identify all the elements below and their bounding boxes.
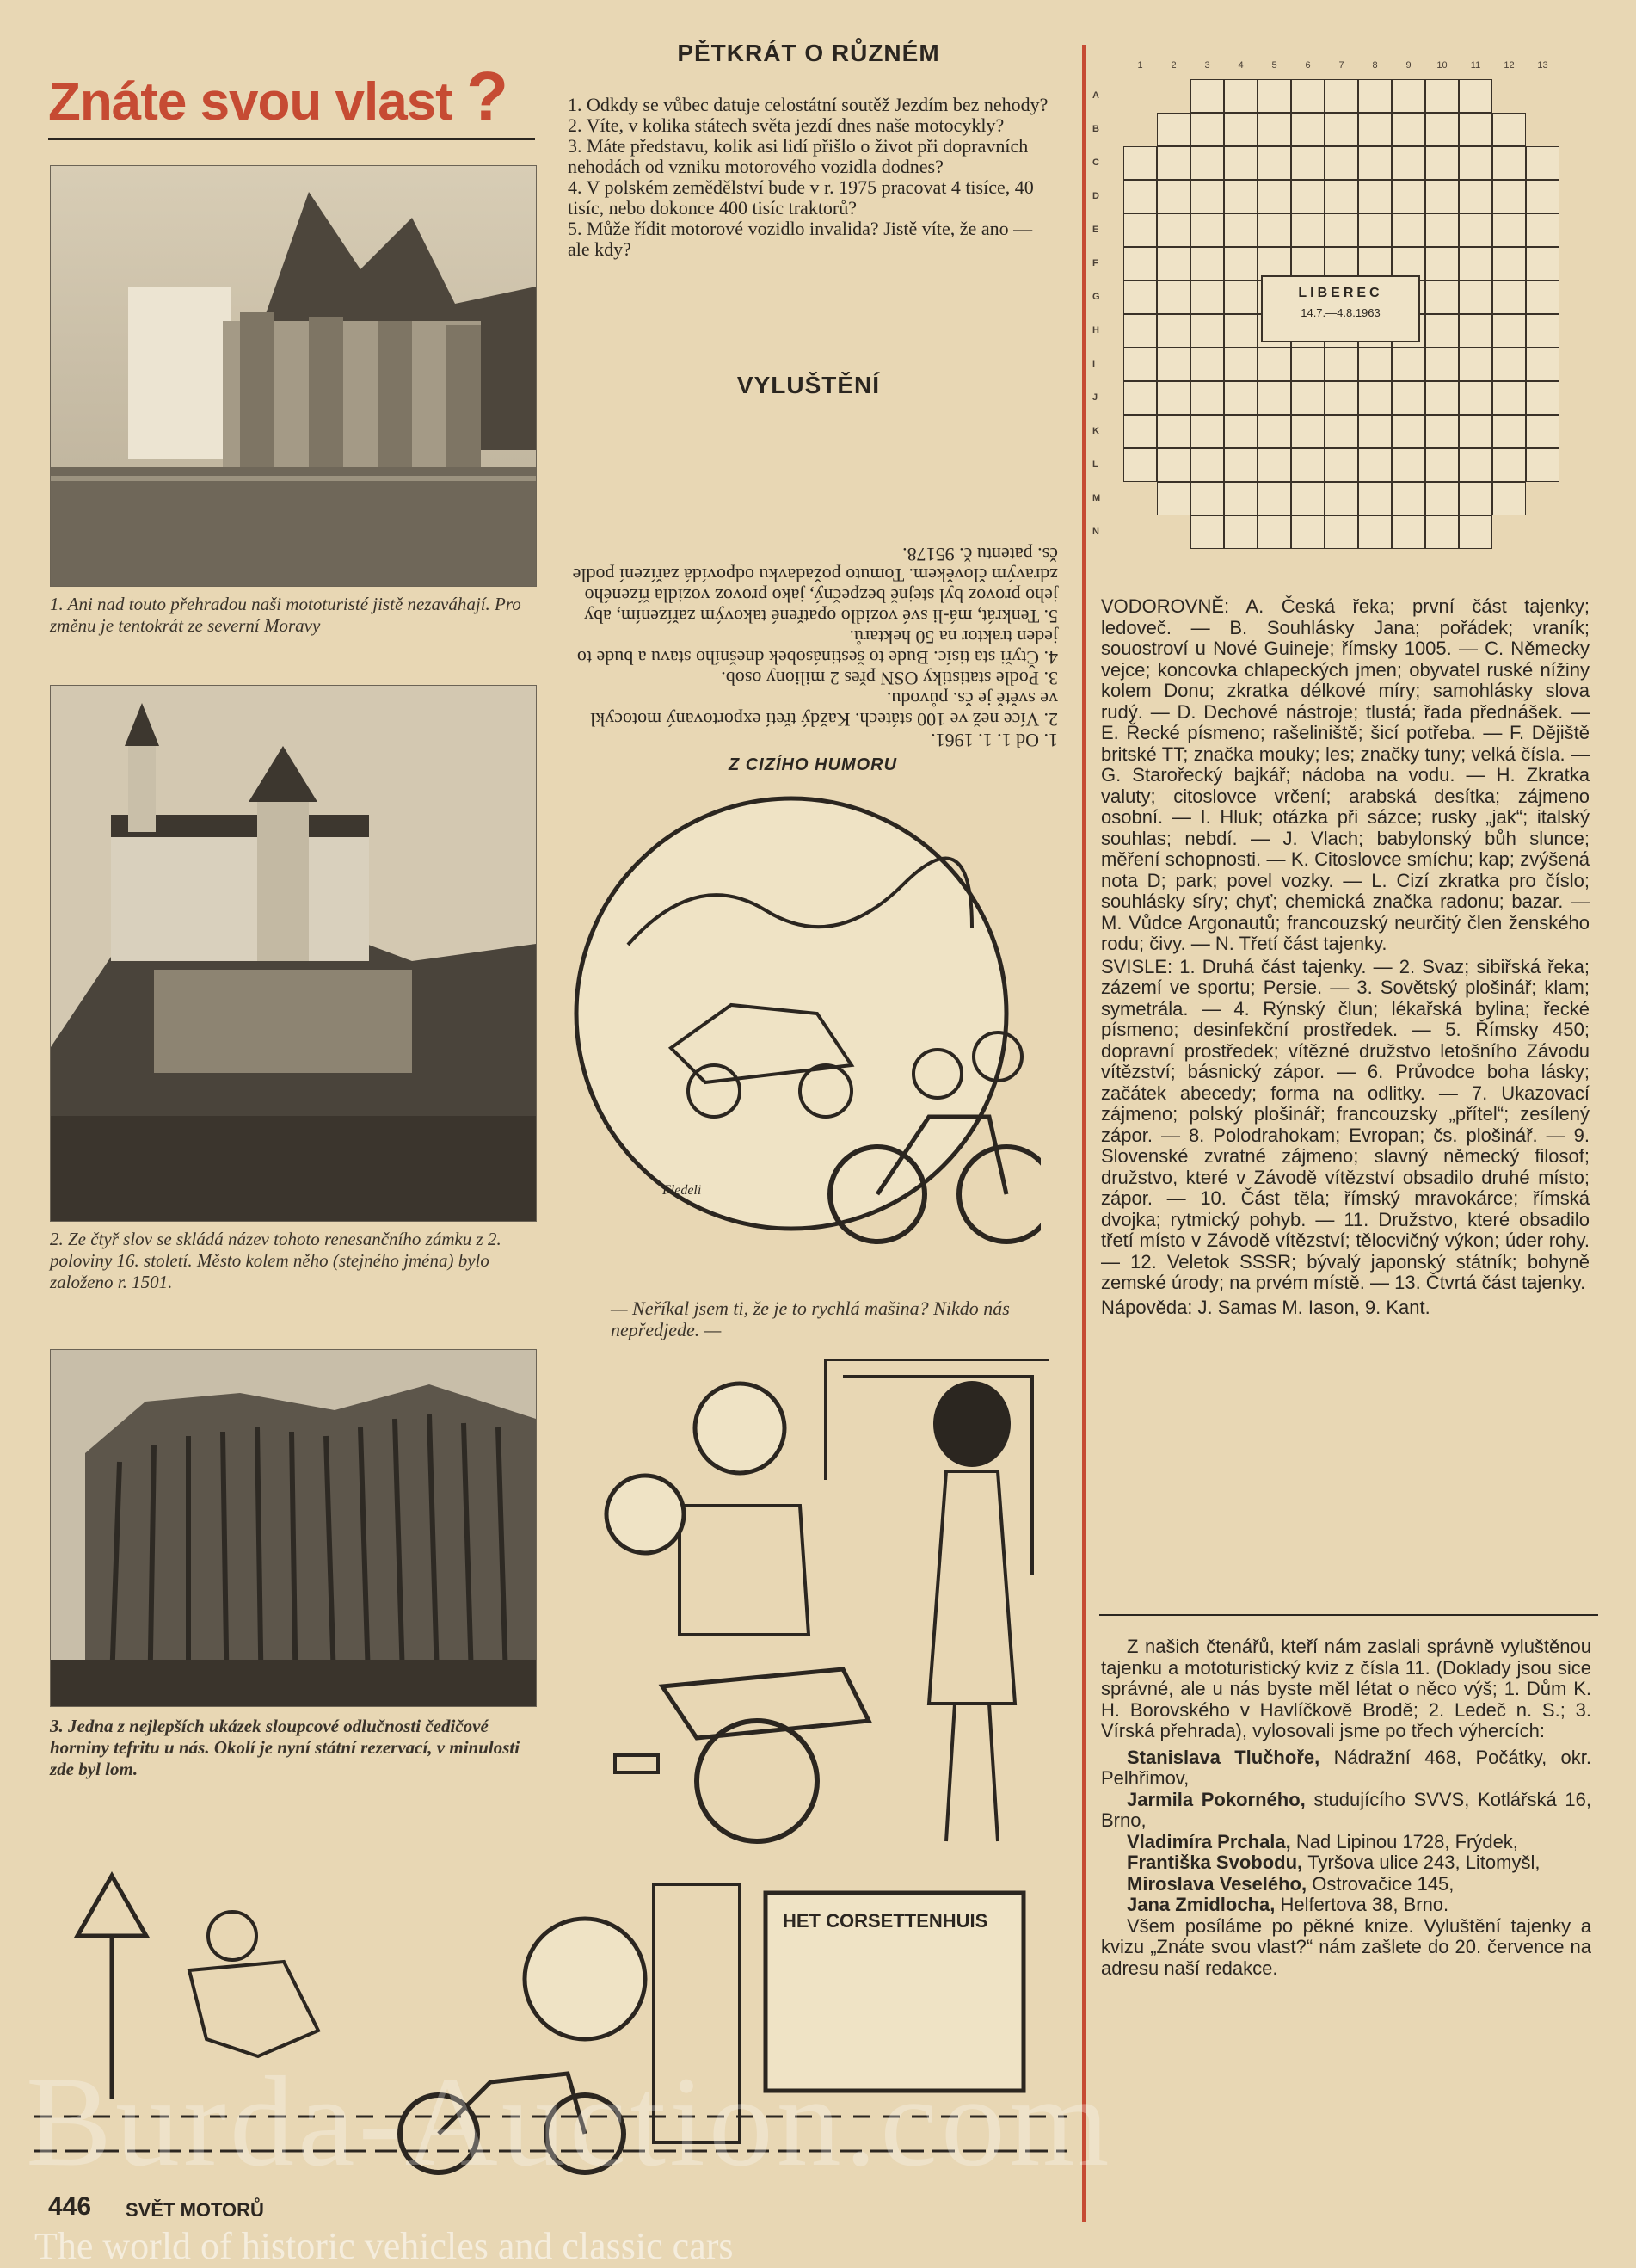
- quiz-solution: 4. Čtyři sta tisíc. Bude to šestinásobek dnešního stavu a bude to jeden traktor na 50 hektarů.: [576, 626, 1058, 669]
- photo-basalt: [50, 1349, 537, 1707]
- crossword-cell[interactable]: [1526, 247, 1559, 280]
- crossword-cell[interactable]: [1492, 113, 1526, 146]
- crossword-cell[interactable]: [1224, 415, 1258, 448]
- winner-address: studujícího SVVS, Kotlářská 16, Brno,: [1101, 1788, 1591, 1831]
- crossword-cell[interactable]: [1526, 381, 1559, 415]
- crossword-cell[interactable]: [1459, 213, 1492, 247]
- crossword-cell[interactable]: [1325, 381, 1358, 415]
- clues-down-text: 1. Druhá část tajenky. — 2. Svaz; sibiřská řeka; zázemí ve sportu; Persie. — 3. Sovětský plošinář; klam; symetrála. — 4. Rýnský člun; lékařská bylina; řecké písmeno; desinfekční prostředek. — 5. Římsky 450; dopravní prostředek; vítězné družstvo letošního Závodu vítězství; básnický zápor. — 6. Průvodce boha lásky; začátek abecedy; forma na odlitky. — 7. Ukazovací zájmeno; polský plošinář; francouzsky „přítel“; zesílený zápor. — 8. Polodrahokam; Evropan; čs. plošinář. — 9. Slovenské zvratné zájmeno; slavný německý filosof; družstvo, které v Závodě vítězství obsadilo druhé místo; zápor. — 10. Část těla; římský mravokárce; římská dvojka; rytmický pohyb. — 11. Družstvo, které obsadilo třetí místo v Závodě vítězství; tělocvičný výkon; úder rohy. — 12. Veletok SSSR; bývalý japonský státník; bohyně zemské úrody; na prvém místě. — 13. Čtvrtá část tajenky.: [1101, 955, 1590, 1293]
- quiz-solution: 5. Tenkrát, má-li své vozidlo opatřené takovým zařízením, aby jeho provoz byl stejně bezpečný, jako provoz vozidla řízeného zdravým člověkem. Tomuto požadavku odpovídá zařízení podle čs. patentu č. 95178.: [572, 544, 1058, 627]
- crossword-cell[interactable]: [1157, 381, 1190, 415]
- crossword-cell[interactable]: [1492, 213, 1526, 247]
- crossword-center-box: [1261, 275, 1420, 342]
- crossword-cell[interactable]: [1492, 515, 1526, 549]
- crossword-cell[interactable]: [1190, 448, 1224, 482]
- crossword-cell[interactable]: [1258, 381, 1291, 415]
- crossword-cell[interactable]: [1459, 113, 1492, 146]
- crossword-row-letter: D: [1092, 191, 1099, 201]
- clues-across-title: VODOROVNĚ:: [1101, 595, 1230, 617]
- crossword-cell[interactable]: [1190, 280, 1224, 314]
- photo-caption-3: 3. Jedna z nejlepších ukázek sloupcové odlučnosti čedičové horniny tefritu u nás. Okolí je nyní státní rezervací, v minulosti zde byl lom.: [50, 1716, 520, 1779]
- page-number: 446: [48, 2192, 92, 2221]
- crossword-cell[interactable]: [1123, 213, 1157, 247]
- crossword-cell[interactable]: [1459, 348, 1492, 381]
- crossword-row-letter: I: [1092, 359, 1096, 369]
- crossword-cell[interactable]: [1358, 146, 1392, 180]
- crossword-cell[interactable]: [1325, 515, 1358, 549]
- crossword-cell[interactable]: [1224, 79, 1258, 113]
- crossword-cell[interactable]: [1526, 348, 1559, 381]
- crossword-cell[interactable]: [1123, 314, 1157, 348]
- winners-intro: Z našich čtenářů, kteří nám zaslali správně vyluštěnou tajenku a mototuristický kviz z čísla 11. (Doklady jsou sice správné, ale u nás byste měl létat o něco výš; 1. Dům K. H. Borovského v Havlíčkově Brodě; 2. Ledeč n. S.; 3. Vírská přehrada), vylosovali jsme po třech výhercích:: [1101, 1636, 1591, 1741]
- crossword-cell[interactable]: [1157, 180, 1190, 213]
- crossword-cell[interactable]: [1492, 314, 1526, 348]
- crossword-cell[interactable]: [1392, 448, 1425, 482]
- crossword-cell[interactable]: [1224, 213, 1258, 247]
- crossword-cell[interactable]: [1526, 146, 1559, 180]
- winner-name: Miroslava Veselého,: [1127, 1872, 1313, 1895]
- crossword-cell[interactable]: [1492, 448, 1526, 482]
- crossword-cell[interactable]: [1425, 79, 1459, 113]
- crossword-column-numbers: [1123, 60, 1559, 72]
- crossword-cell[interactable]: [1425, 415, 1459, 448]
- crossword-cell[interactable]: [1291, 448, 1325, 482]
- winner-name: Jarmila Pokorného,: [1127, 1788, 1314, 1810]
- crossword-cell[interactable]: [1358, 415, 1392, 448]
- crossword-cell[interactable]: [1392, 515, 1425, 549]
- solution-heading: VYLUŠTĚNÍ: [736, 372, 881, 398]
- crossword-cell[interactable]: [1425, 348, 1459, 381]
- winner-entry: [1101, 1747, 1591, 1790]
- crossword-row-letter: F: [1092, 258, 1098, 268]
- crossword-cell[interactable]: [1190, 79, 1224, 113]
- crossword-cell[interactable]: [1224, 482, 1258, 515]
- crossword-cell[interactable]: [1392, 79, 1425, 113]
- crossword-cell[interactable]: [1526, 213, 1559, 247]
- cartoon-signature: Fledeli: [662, 1183, 702, 1198]
- crossword-cell[interactable]: [1224, 314, 1258, 348]
- watermark-site: Burda-Auction.com: [26, 2050, 1113, 2193]
- crossword-row-letter: M: [1092, 493, 1101, 503]
- crossword-cell[interactable]: [1190, 381, 1224, 415]
- crossword-row-letter: C: [1092, 157, 1099, 168]
- winners-section: [1101, 1636, 1591, 1979]
- crossword-cell[interactable]: [1325, 482, 1358, 515]
- quiz-question: 3. Máte představu, kolik asi lidí přišlo o život při dopravních nehodách od vzniku motorového vozidla dodnes?: [568, 135, 1029, 177]
- crossword-column-number: 12: [1504, 60, 1515, 71]
- crossword-cell[interactable]: [1459, 515, 1492, 549]
- crossword-cell[interactable]: [1190, 348, 1224, 381]
- winners-outro: Všem posíláme po pěkné knize. Vyluštění tajenky a kvizu „Znáte svou vlast?“ nám zašlete do 20. července na adresu naší redakce.: [1101, 1914, 1591, 1979]
- crossword-cell[interactable]: [1123, 79, 1157, 113]
- crossword-cell[interactable]: [1291, 146, 1325, 180]
- crossword-cell[interactable]: [1123, 247, 1157, 280]
- crossword-cell[interactable]: [1190, 213, 1224, 247]
- quiz-question: 2. Víte, v kolika státech světa jezdí dnes naše motocykly?: [568, 114, 1005, 136]
- crossword-cell[interactable]: [1157, 213, 1190, 247]
- crossword-cell[interactable]: [1358, 381, 1392, 415]
- crossword-cell[interactable]: [1459, 146, 1492, 180]
- crossword-cell[interactable]: [1224, 146, 1258, 180]
- crossword-row-letter: H: [1092, 325, 1099, 336]
- crossword-cell[interactable]: [1258, 79, 1291, 113]
- crossword-cell[interactable]: [1459, 314, 1492, 348]
- photo-caption-2: 2. Ze čtyř slov se skládá název tohoto renesančního zámku z 2. poloviny 16. století. Město kolem něho (stejného jména) bylo založeno r. 1501.: [50, 1229, 501, 1292]
- crossword-column-number: 3: [1204, 60, 1210, 71]
- basalt-illustration: [51, 1350, 536, 1706]
- red-winners-divider: [1099, 1614, 1598, 1616]
- winner-address: Tyršova ulice 243, Litomyšl,: [1307, 1852, 1541, 1873]
- winner-address: Nádražní 468, Počátky, okr. Pelhřimov,: [1101, 1746, 1592, 1789]
- crossword-cell[interactable]: [1325, 113, 1358, 146]
- crossword-center-label: LIBEREC: [1298, 286, 1383, 300]
- page-title-text: Znáte svou vlast: [48, 72, 452, 132]
- red-column-divider: [1082, 45, 1086, 2222]
- crossword-cell[interactable]: [1425, 113, 1459, 146]
- crossword-row-letter: B: [1092, 124, 1099, 134]
- crossword-cell[interactable]: [1459, 79, 1492, 113]
- crossword-cell[interactable]: [1190, 482, 1224, 515]
- crossword-cell[interactable]: [1392, 415, 1425, 448]
- crossword-cell[interactable]: [1492, 280, 1526, 314]
- crossword-cell[interactable]: [1425, 247, 1459, 280]
- crossword-cell[interactable]: [1358, 213, 1392, 247]
- humor-heading: Z CIZÍHO HUMORU: [728, 755, 898, 774]
- crossword-cell[interactable]: [1190, 247, 1224, 280]
- crossword-cell[interactable]: [1157, 348, 1190, 381]
- quiz-solution: 2. Více než ve 100 státech. Každý třetí exportovaný motocykl ve světě je čs. původu.: [590, 688, 1058, 730]
- crossword-cell[interactable]: [1459, 280, 1492, 314]
- crossword-column-number: 8: [1372, 60, 1378, 71]
- quiz-question: 4. V polském zemědělství bude v r. 1975 pracovat 4 tisíce, 40 tisíc, nebo dokonce 400 tisíc traktorů?: [568, 176, 1034, 219]
- crossword-cell[interactable]: [1291, 213, 1325, 247]
- crossword-cell[interactable]: [1224, 180, 1258, 213]
- crossword-cell[interactable]: [1358, 348, 1392, 381]
- quiz-question: 1. Odkdy se vůbec datuje celostátní soutěž Jezdím bez nehody?: [568, 94, 1049, 115]
- winner-entry: [1101, 1790, 1591, 1832]
- magazine-name: SVĚT MOTORŮ: [126, 2199, 264, 2221]
- crossword-cell[interactable]: [1224, 515, 1258, 549]
- crossword-cell[interactable]: [1358, 515, 1392, 549]
- crossword-cell[interactable]: [1392, 113, 1425, 146]
- crossword-cell[interactable]: [1492, 180, 1526, 213]
- crossword-cell[interactable]: [1157, 515, 1190, 549]
- quiz-solution: 1. Od 1. 1. 1961.: [931, 730, 1058, 751]
- crossword-cell[interactable]: [1258, 348, 1291, 381]
- crossword-cell[interactable]: [1358, 79, 1392, 113]
- crossword-cell[interactable]: [1358, 180, 1392, 213]
- crossword-cell[interactable]: [1392, 180, 1425, 213]
- crossword-cell[interactable]: [1325, 448, 1358, 482]
- crossword-cell[interactable]: [1291, 113, 1325, 146]
- crossword-cell[interactable]: [1325, 146, 1358, 180]
- crossword-cell[interactable]: [1258, 180, 1291, 213]
- crossword-cell[interactable]: [1291, 381, 1325, 415]
- crossword-cell[interactable]: [1459, 247, 1492, 280]
- crossword-cell[interactable]: [1258, 415, 1291, 448]
- crossword-cell[interactable]: [1258, 146, 1291, 180]
- crossword-cell[interactable]: [1425, 381, 1459, 415]
- crossword-cell[interactable]: [1157, 146, 1190, 180]
- crossword-cell[interactable]: [1157, 448, 1190, 482]
- crossword-cell[interactable]: [1190, 314, 1224, 348]
- winner-name: Jana Zmidlocha,: [1127, 1894, 1281, 1915]
- crossword-cell[interactable]: [1425, 314, 1459, 348]
- crossword-cell[interactable]: [1425, 180, 1459, 213]
- crossword-cell[interactable]: [1157, 247, 1190, 280]
- crossword-cell[interactable]: [1190, 180, 1224, 213]
- crossword-cell[interactable]: [1157, 482, 1190, 515]
- crossword-cell[interactable]: [1224, 247, 1258, 280]
- crossword-cell[interactable]: [1492, 348, 1526, 381]
- photo-castle: [50, 685, 537, 1222]
- crossword-cell[interactable]: [1492, 482, 1526, 515]
- winner-address: Ostrovačice 145,: [1312, 1872, 1455, 1895]
- photo-dam: [50, 165, 537, 587]
- crossword-cell[interactable]: [1325, 180, 1358, 213]
- crossword-cell[interactable]: [1526, 79, 1559, 113]
- winner-name: Františka Svobodu,: [1127, 1852, 1308, 1873]
- crossword-cell[interactable]: [1425, 448, 1459, 482]
- winner-name: Stanislava Tlučhoře,: [1127, 1746, 1334, 1768]
- crossword-cell[interactable]: [1459, 415, 1492, 448]
- title-underline: [48, 138, 535, 140]
- crossword-cell[interactable]: [1258, 113, 1291, 146]
- crossword-hint: Nápověda: J. Samas M. Iason, 9. Kant.: [1101, 1296, 1430, 1318]
- clues-across-text: A. Česká řeka; první část tajenky; ledoveč. — B. Souhlásky Jana; pořádek; vraník; souostroví u Nové Guineje; římsky 1005. — C. Německy vejce; koncovka chlapeckých jmen; obyvatel ruské nížiny kolem Donu; zkratka délkové míry; samohlásky slova rudý. — D. Dechové nástroje; tlustá; řada přednášek. — E. Řecké písmeno; rašeliniště; šicí potřeba. — F. Dějiště britské TT; značka mouky; les; značky tuny; velká čísla. — G. Starořecký bajkář; nádoba na vodu. — H. Zkratka valuty; citoslovce vrčení; arabská desítka; zájmeno osobní. — I. Hluk; otázka při sázce; rusky „jak“; italský souhlas; nebdí. — J. Vlach; babylonský bůh slunce; měření schopnosti. — K. Citoslovce smíchu; kap; zvýšená nota D; park; povel vozky. — L. Cizí zkratka pro číslo; souhlásky síry; chyť; chemická značka radonu; bazar. — M. Vůdce Argonautů; francouzský neurčitý člen ženského rodu; čivy. — N. Třetí část tajenky.: [1101, 595, 1590, 954]
- crossword-column-number: 2: [1171, 60, 1177, 71]
- quiz-solutions-upside-down: [568, 413, 1058, 750]
- crossword-cell[interactable]: [1291, 482, 1325, 515]
- crossword-row-letter: A: [1092, 90, 1099, 101]
- crossword-cell[interactable]: [1392, 348, 1425, 381]
- crossword-cell[interactable]: [1224, 448, 1258, 482]
- crossword-cell[interactable]: [1425, 482, 1459, 515]
- crossword-cell[interactable]: [1325, 79, 1358, 113]
- crossword-cell[interactable]: [1291, 415, 1325, 448]
- watermark-tagline: The world of historic vehicles and classic cars: [34, 2225, 734, 2267]
- crossword-cell[interactable]: [1526, 415, 1559, 448]
- dam-illustration: [51, 166, 536, 586]
- shop-sign: HET CORSETTENHUIS: [783, 1910, 988, 1932]
- crossword-cell[interactable]: [1157, 79, 1190, 113]
- crossword-column-number: 1: [1137, 60, 1143, 71]
- page-title: [48, 57, 507, 136]
- crossword-cell[interactable]: [1190, 515, 1224, 549]
- crossword-cell[interactable]: [1492, 79, 1526, 113]
- crossword-row-letter: K: [1092, 426, 1099, 436]
- crossword-cell[interactable]: [1358, 113, 1392, 146]
- clues-down-title: SVISLE:: [1101, 955, 1173, 977]
- crossword-cell[interactable]: [1123, 146, 1157, 180]
- crossword-cell[interactable]: [1157, 280, 1190, 314]
- crossword-cell[interactable]: [1224, 381, 1258, 415]
- winners-list: [1101, 1747, 1591, 1916]
- crossword-cell[interactable]: [1190, 415, 1224, 448]
- crossword-cell[interactable]: [1291, 79, 1325, 113]
- crossword-cell[interactable]: [1459, 448, 1492, 482]
- crossword-cell[interactable]: [1526, 180, 1559, 213]
- page-title-mark: ?: [466, 58, 507, 134]
- crossword-cell[interactable]: [1526, 280, 1559, 314]
- quiz-solution: 3. Podle statistiky OSN přes 2 miliony osob.: [721, 668, 1058, 689]
- crossword-column-number: 4: [1238, 60, 1244, 71]
- crossword-column-number: 11: [1470, 60, 1481, 71]
- crossword-cell[interactable]: [1392, 146, 1425, 180]
- winner-entry: [1101, 1852, 1591, 1874]
- crossword-cell[interactable]: [1291, 180, 1325, 213]
- crossword-cell[interactable]: [1123, 381, 1157, 415]
- winner-entry: [1101, 1832, 1591, 1853]
- crossword-cell[interactable]: [1258, 482, 1291, 515]
- crossword-cell[interactable]: [1291, 515, 1325, 549]
- crossword-row-letter: L: [1092, 459, 1098, 470]
- crossword-cell[interactable]: [1392, 482, 1425, 515]
- quiz-question: 5. Může řídit motorové vozidlo invalida? Jistě víte, že ano — ale kdy?: [568, 218, 1033, 260]
- crossword-cell[interactable]: [1224, 280, 1258, 314]
- castle-illustration: [51, 686, 536, 1221]
- winner-entry: [1101, 1895, 1591, 1916]
- photo-caption-1: 1. Ani nad touto přehradou naši mototuristé jistě nezaváhají. Pro změnu je tentokrát ze severní Moravy: [50, 594, 521, 636]
- crossword-cell[interactable]: [1190, 146, 1224, 180]
- crossword-column-number: 10: [1436, 60, 1448, 71]
- crossword-cell[interactable]: [1291, 348, 1325, 381]
- crossword-cell[interactable]: [1325, 213, 1358, 247]
- crossword-cell[interactable]: [1123, 180, 1157, 213]
- crossword-column-number: 5: [1271, 60, 1277, 71]
- crossword-cell[interactable]: [1358, 448, 1392, 482]
- cartoon-couple: [585, 1359, 1049, 1865]
- crossword-cell[interactable]: [1258, 448, 1291, 482]
- crossword-cell[interactable]: [1526, 448, 1559, 482]
- crossword-cell[interactable]: [1526, 113, 1559, 146]
- crossword-row-letter: E: [1092, 225, 1099, 235]
- crossword-cell[interactable]: [1425, 515, 1459, 549]
- quiz-questions: [568, 95, 1058, 260]
- crossword-cell[interactable]: [1459, 381, 1492, 415]
- crossword-row-letters: [1092, 79, 1110, 549]
- crossword-cell[interactable]: [1258, 515, 1291, 549]
- crossword-cell[interactable]: [1492, 381, 1526, 415]
- crossword-cell[interactable]: [1123, 415, 1157, 448]
- cartoon-round: [559, 790, 1041, 1289]
- crossword-cell[interactable]: [1526, 515, 1559, 549]
- winner-address: Nad Lipinou 1728, Frýdek,: [1295, 1830, 1518, 1852]
- crossword-cell[interactable]: [1224, 348, 1258, 381]
- crossword-cell[interactable]: [1425, 280, 1459, 314]
- crossword-cell[interactable]: [1157, 113, 1190, 146]
- crossword-cell[interactable]: [1123, 448, 1157, 482]
- crossword-cell[interactable]: [1325, 415, 1358, 448]
- crossword-cell[interactable]: [1123, 482, 1157, 515]
- crossword-cell[interactable]: [1526, 314, 1559, 348]
- crossword-cell[interactable]: [1492, 415, 1526, 448]
- cartoon-couple-illustration: [585, 1359, 1049, 1865]
- crossword-cell[interactable]: [1123, 280, 1157, 314]
- winner-name: Vladimíra Prchala,: [1127, 1830, 1296, 1852]
- crossword-column-number: 7: [1338, 60, 1344, 71]
- crossword-column-number: 13: [1537, 60, 1548, 71]
- humor-joke: — Neříkal jsem ti, že je to rychlá mašina? Nikdo nás nepředjede. —: [611, 1297, 1010, 1340]
- crossword-column-number: 9: [1405, 60, 1412, 71]
- crossword-row-letter: N: [1092, 527, 1099, 537]
- winner-address: Helfertova 38, Brno.: [1280, 1894, 1449, 1915]
- crossword-cell[interactable]: [1392, 213, 1425, 247]
- crossword-cell[interactable]: [1459, 482, 1492, 515]
- crossword-row-letter: J: [1092, 392, 1098, 403]
- crossword-row-letter: G: [1092, 292, 1100, 302]
- crossword-cell[interactable]: [1157, 415, 1190, 448]
- winner-entry: [1101, 1874, 1591, 1895]
- crossword-cell[interactable]: [1459, 180, 1492, 213]
- crossword-cell[interactable]: [1123, 348, 1157, 381]
- quiz-heading: PĚTKRÁT O RŮZNÉM: [677, 40, 940, 66]
- crossword-cell[interactable]: [1492, 247, 1526, 280]
- crossword-cell[interactable]: [1123, 515, 1157, 549]
- crossword-cell[interactable]: [1526, 482, 1559, 515]
- crossword-cell[interactable]: [1258, 213, 1291, 247]
- clues-across: [1101, 596, 1590, 1318]
- crossword-center-dates: 14.7.—4.8.1963: [1301, 306, 1381, 319]
- crossword-cell[interactable]: [1492, 146, 1526, 180]
- crossword-cell[interactable]: [1425, 213, 1459, 247]
- crossword-column-number: 6: [1305, 60, 1311, 71]
- crossword-cell[interactable]: [1358, 482, 1392, 515]
- crossword-cell[interactable]: [1190, 113, 1224, 146]
- crossword-cell[interactable]: [1325, 348, 1358, 381]
- crossword-cell[interactable]: [1224, 113, 1258, 146]
- crossword-cell[interactable]: [1425, 146, 1459, 180]
- crossword-cell[interactable]: [1123, 113, 1157, 146]
- crossword-cell[interactable]: [1157, 314, 1190, 348]
- crossword-cell[interactable]: [1392, 381, 1425, 415]
- cartoon-round-illustration: [559, 790, 1041, 1289]
